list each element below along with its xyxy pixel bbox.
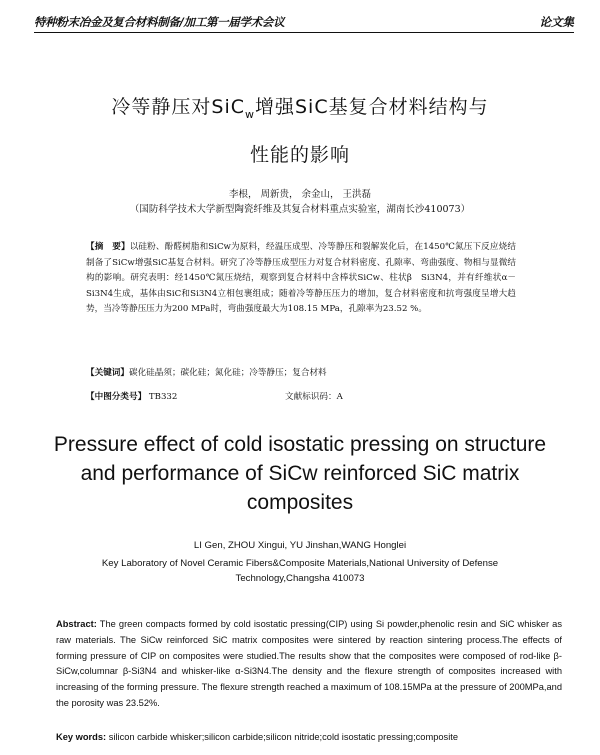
cn-abstract-text: 以硅粉、酚醛树脂和SiCw为原料，经温压成型、冷等静压和裂解炭化后，在1450℃氮压下反应烧结制备了SiCw增强SiC基复合材料。研究了冷等静压成型压力对复合材料密度、孔隙率、弯曲强度、物相与显微结构的影响。研究表明：经1450℃氮压烧结，观察到复合材料中含棒状SiCw、柱状β Si3N4，并有纤维状α－Si3N4生成，基体由SiC和Si3N4立相包裹组成；随着冷等静压压力的增加，复合材料密度和抗弯强度呈增大趋势，当冷等静压压力为200 MPa时，弯曲强度最大为108.15 MPa，孔隙率为23.52 %。 bbox=[86, 242, 516, 315]
cn-document-code bbox=[285, 390, 343, 402]
cn-abstract-label: 【摘 要】 bbox=[86, 242, 130, 252]
en-title: Pressure effect of cold isostatic pressing on structure and performance of SiCw reinforced SiC matrix composites bbox=[53, 433, 547, 514]
cn-keywords-label: 【关键词】 bbox=[86, 368, 129, 378]
cn-title-part-b: 增强SiC基复合材料结构与 bbox=[255, 96, 489, 118]
cn-authors: 李根， 周新贵， 余金山， 王洪磊 bbox=[228, 189, 372, 200]
cn-title-part-a: 冷等静压对SiC bbox=[111, 96, 245, 118]
cn-doc-value: A bbox=[336, 392, 343, 402]
cn-classification bbox=[86, 390, 177, 402]
en-affiliation: Key Laboratory of Novel Ceramic Fibers&Composite Materials,National University of Defense Technology,Changsha 410073 bbox=[101, 558, 499, 584]
en-keywords-label: Key words: bbox=[56, 732, 107, 742]
en-authors: LI Gen, ZHOU Xingui, YU Jinshan,WANG Honglei bbox=[193, 540, 407, 551]
header-section: 论文集 bbox=[539, 15, 574, 29]
en-abstract-text: The green compacts formed by cold isostatic pressing(CIP) using Si powder,phenolic resin and SiC whisker as raw materials. The SiCw reinforced SiC matrix composites were sintered by reaction sintering process.The effects of forming pressure of CIP on composites were studied.The results show that the composites were composed of rod-like β-SiCw,columnar β-Si3N4 and whisker-like α-Si3N4.The density and the flexure strength of composites increased with increasing of the forming pressure. The flexure strength reached a maximum of 108.15MPa at the pressure of 200MPa,and the porosity was 23.52%. bbox=[56, 619, 562, 708]
cn-class-label: 【中图分类号】 bbox=[86, 392, 147, 402]
cn-keywords bbox=[86, 366, 516, 378]
cn-title-subscript: w bbox=[245, 107, 255, 121]
running-header bbox=[34, 10, 574, 33]
cn-title-line2: 性能的影响 bbox=[249, 144, 350, 166]
cn-abstract bbox=[86, 240, 516, 318]
cn-title-line1 bbox=[0, 92, 600, 121]
en-abstract-label: Abstract: bbox=[56, 619, 97, 629]
header-conference: 特种粉末冶金及复合材料制备/加工第一届学术会议 bbox=[34, 15, 285, 29]
cn-doc-label: 文献标识码： bbox=[285, 392, 337, 402]
cn-class-value: TB332 bbox=[148, 392, 178, 402]
cn-keywords-text: 碳化硅晶须；碳化硅；氮化硅；冷等静压；复合材料 bbox=[128, 368, 327, 378]
en-keywords bbox=[56, 732, 562, 742]
en-abstract bbox=[56, 617, 562, 712]
cn-affiliation: （国防科学技术大学新型陶瓷纤维及其复合材料重点实验室，湖南长沙410073） bbox=[129, 204, 471, 215]
en-keywords-text: silicon carbide whisker;silicon carbide;silicon nitride;cold isostatic pressing;composite bbox=[108, 732, 459, 742]
